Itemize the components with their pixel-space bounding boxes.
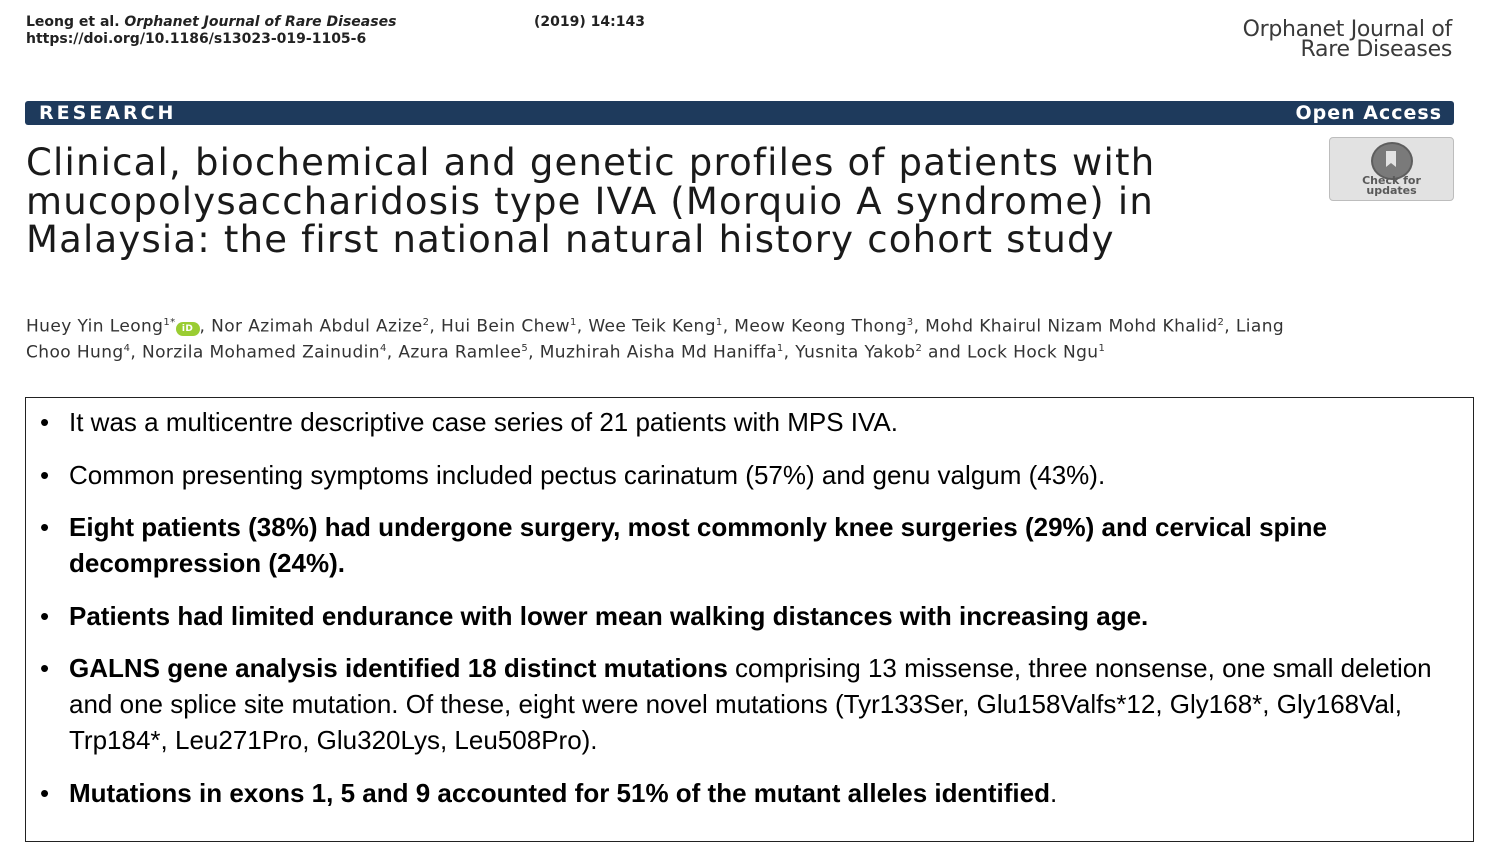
author-affiliation: 4 <box>379 342 387 354</box>
summary-list <box>40 404 1470 827</box>
bullet-bold-text: Patients had limited endurance with lower mean walking distances with increasing age. <box>69 600 1149 631</box>
author-affiliation: 3 <box>906 317 914 328</box>
author-name: Muzhirah Aisha Md Haniffa <box>539 342 777 363</box>
author-affiliation: 1 <box>569 317 577 328</box>
author-name: Hui Bein Chew <box>441 316 570 337</box>
author-list: Huey Yin Leong$^{1*}$iD , Nor Azimah Abdul Azize$^2$, Hui Bein Chew$^1$, Wee Teik Keng$^1$, Meow Keong Thong$^3$, Mohd Khairul Nizam Mohd Khalid$^2$, Liang Choo Hung$^4$, Norzila Mohamed Zainudin$^4$, Azura Ramlee$^5$, Muzhirah Aisha Md Haniffa$^1$, Yusnita Yakob$^2$ and Lock Hock Ngu$^1$ <box>26 316 1285 363</box>
bullet-text: Common presenting symptoms included pectus carinatum (57%) and genu valgum (43%). <box>69 459 1106 490</box>
author-name: Mohd Khairul Nizam Mohd Khalid <box>925 316 1218 337</box>
year-volume: (2019) 14:143 <box>534 14 645 30</box>
summary-box <box>25 397 1474 842</box>
summary-bullet <box>40 509 1470 581</box>
author-affiliation: 1 <box>1098 342 1106 354</box>
check-updates-text: Check for updates <box>1362 174 1421 197</box>
doi-link[interactable]: https://doi.org/10.1186/s13023-019-1105-6 <box>26 31 367 47</box>
bullet-text: comprising 13 missense, three nonsense, one small deletion and one splice site mutation. Of these, eight were novel mutations (Tyr133Ser, Glu158Valfs*12, Gly168*, Gly168Val, Trp184*, Leu271Pro, Glu320Lys, Leu508Pro). <box>69 653 1432 755</box>
bullet-bold-text: Eight patients (38%) had undergone surgery, most commonly knee surgeries (29%) and cervical spine decompression (24%). <box>69 512 1327 578</box>
logo-line-2: Rare Diseases <box>1300 37 1452 62</box>
section-label: RESEARCH <box>39 102 177 124</box>
logo-line-1: Orphanet Journal of <box>1242 17 1452 42</box>
bullet-bold-text: GALNS gene analysis identified 18 distinct mutations <box>69 653 728 683</box>
citation-authors: Leong et al. <box>26 14 120 30</box>
bullet-text: It was a multicentre descriptive case series of 21 patients with MPS IVA. <box>69 407 898 437</box>
author-affiliation: 4 <box>123 342 131 354</box>
open-access-label: Open Access <box>1295 102 1442 124</box>
author-affiliation: 2 <box>915 342 923 354</box>
bullet-icon: • <box>40 459 50 490</box>
article-title: Clinical, biochemical and genetic profiles of patients with mucopolysaccharidosis type IVA (Morquio A syndrome) in Malaysia: the first national natural history cohort study <box>26 141 1156 261</box>
author-name: Lock Hock Ngu <box>967 342 1099 363</box>
summary-bullet <box>40 775 1470 811</box>
bullet-icon: • <box>40 512 50 542</box>
bullet-bold-text: Mutations in exons 1, 5 and 9 accounted for 51% of the mutant alleles identified <box>69 777 1050 808</box>
author-name: Yusnita Yakob <box>795 342 916 363</box>
author-name: Meow Keong Thong <box>734 316 907 337</box>
journal-logo <box>1242 17 1452 62</box>
summary-bullet <box>40 404 1470 440</box>
author-affiliation: 1 <box>715 317 723 328</box>
author-affiliation: 1* <box>163 317 176 328</box>
check-for-updates-badge[interactable] <box>1329 137 1454 201</box>
bullet-icon: • <box>40 600 50 631</box>
author-name: Liang Choo Hung <box>26 316 1285 363</box>
author-name: Azura Ramlee <box>398 342 522 363</box>
summary-bullet <box>40 598 1470 634</box>
section-banner <box>25 101 1454 125</box>
bullet-text: . <box>1049 777 1058 808</box>
author-affiliation: 2 <box>422 317 430 328</box>
orcid-icon[interactable]: iD <box>176 322 200 336</box>
citation-line <box>26 14 645 30</box>
author-name: Norzila Mohamed Zainudin <box>141 342 380 363</box>
journal-name: Orphanet Journal of Rare Diseases <box>124 14 397 30</box>
author-name: Nor Azimah Abdul Azize <box>211 316 423 337</box>
bullet-icon: • <box>40 653 50 683</box>
author-name: Huey Yin Leong <box>26 316 164 337</box>
bullet-icon: • <box>40 407 50 437</box>
summary-bullet <box>40 650 1470 758</box>
bullet-icon: • <box>40 777 50 808</box>
author-affiliation: 2 <box>1217 317 1225 328</box>
author-name: Wee Teik Keng <box>588 316 716 337</box>
author-affiliation: 1 <box>776 342 784 354</box>
summary-bullet <box>40 457 1470 493</box>
author-affiliation: 5 <box>521 342 529 354</box>
